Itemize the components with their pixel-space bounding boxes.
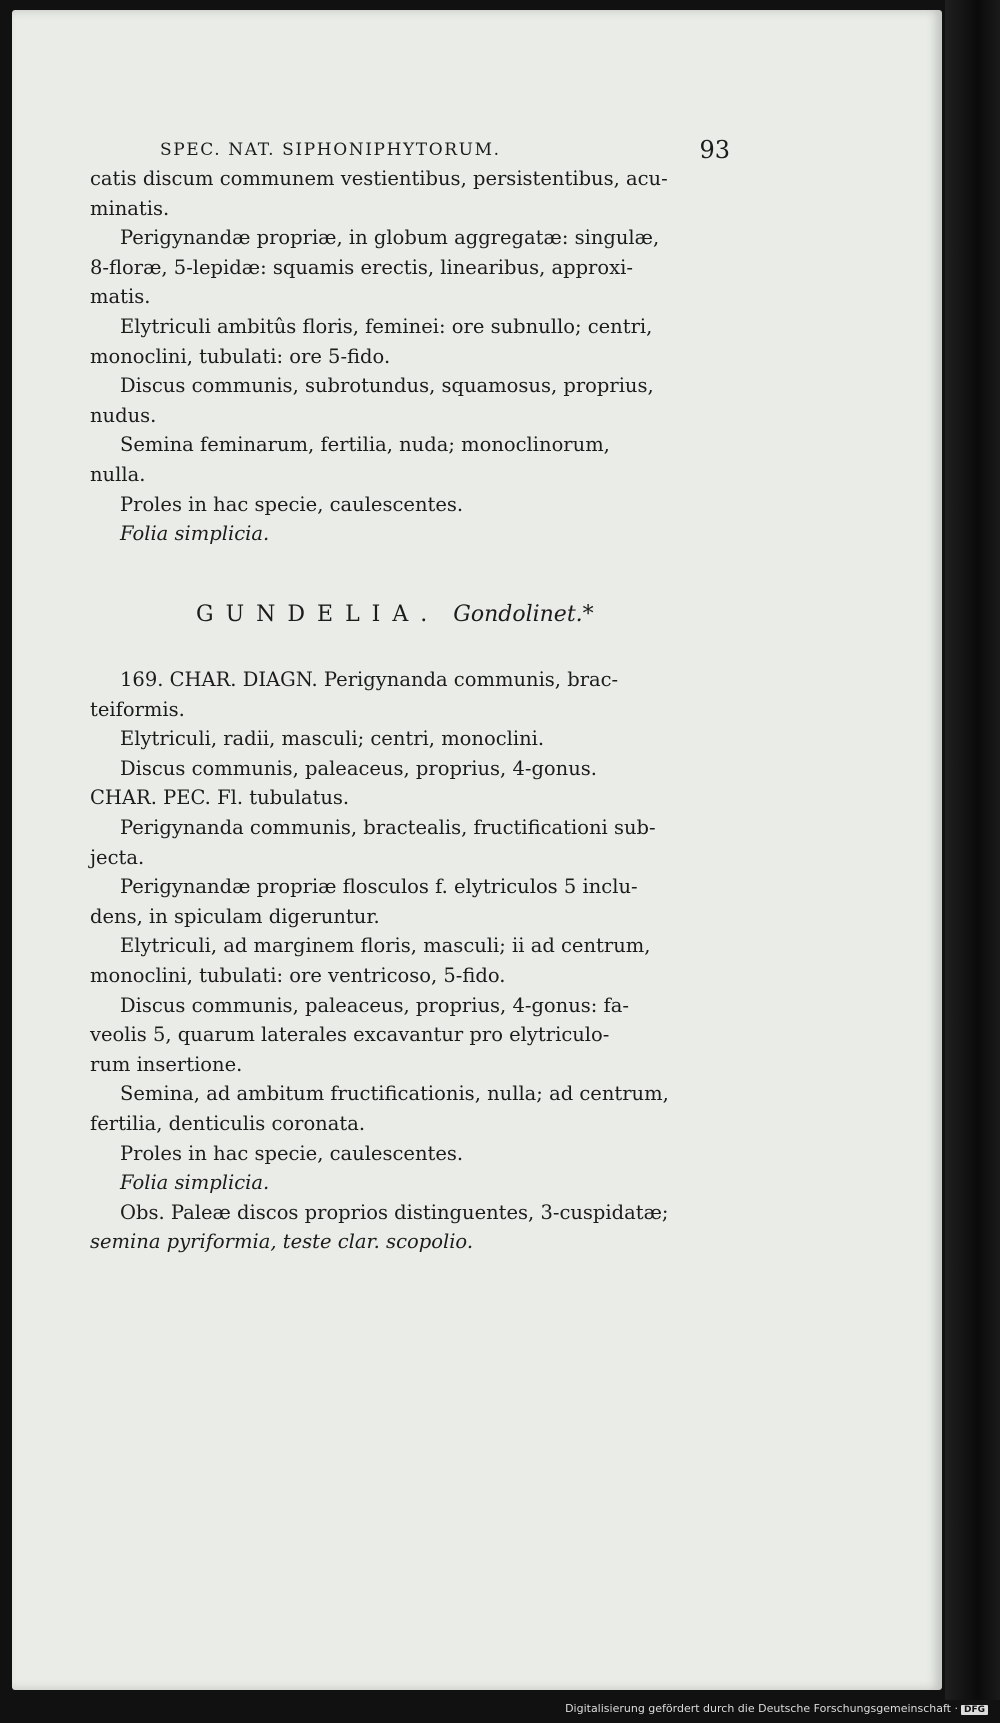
text-line: Discus communis, paleaceus, proprius, 4-gonus: fa- bbox=[120, 993, 629, 1017]
page-number: 93 bbox=[699, 136, 730, 164]
text-line: Proles in hac specie, caulescentes. bbox=[120, 1141, 464, 1165]
text-line: veolis 5, quarum laterales excavantur pro elytriculo- bbox=[90, 1023, 610, 1047]
text-line: Perigynandæ propriæ flosculos f. elytriculos 5 inclu- bbox=[120, 875, 638, 899]
credit-text: Digitalisierung gefördert durch die Deutsche Forschungsgemeinschaft · bbox=[565, 1702, 958, 1715]
text-block-upper bbox=[90, 164, 735, 549]
book-spine bbox=[945, 0, 1000, 1700]
text-line: Elytriculi, ad marginem floris, masculi; ii ad centrum, bbox=[120, 934, 651, 958]
text-line: CHAR. PEC. Fl. tubulatus. bbox=[90, 786, 350, 810]
text-line: minatis. bbox=[90, 196, 170, 220]
digitization-credit bbox=[565, 1702, 988, 1715]
text-line: dens, in spiculam digeruntur. bbox=[90, 904, 380, 928]
text-line: nulla. bbox=[90, 462, 146, 486]
text-line: Semina feminarum, fertilia, nuda; monoclinorum, bbox=[120, 433, 610, 457]
text-line: 8-floræ, 5-lepidæ: squamis erectis, linearibus, approxi- bbox=[90, 255, 633, 279]
text-line: rum insertione. bbox=[90, 1052, 243, 1076]
text-line: Perigynandæ propriæ, in globum aggregatæ: singulæ, bbox=[120, 226, 660, 250]
text-line: nudus. bbox=[90, 403, 157, 427]
text-line: monoclini, tubulati: ore ventricoso, 5-fido. bbox=[90, 963, 506, 987]
text-line: catis discum communem vestientibus, persistentibus, acu- bbox=[90, 167, 668, 190]
text-line: jecta. bbox=[90, 845, 145, 869]
text-line: Semina, ad ambitum fructificationis, nulla; ad centrum, bbox=[120, 1082, 669, 1106]
text-line: 169. CHAR. DIAGN. Perigynanda communis, brac- bbox=[120, 668, 619, 691]
text-line: Folia simplicia. bbox=[120, 1171, 270, 1195]
dfg-logo: DFG bbox=[961, 1705, 988, 1715]
genus-vernacular: Gondolinet.* bbox=[453, 602, 594, 627]
running-header bbox=[160, 136, 730, 164]
running-title: SPEC. NAT. SIPHONIPHYTORUM. bbox=[160, 140, 501, 160]
text-line: Proles in hac specie, caulescentes. bbox=[120, 492, 464, 516]
text-line: Elytriculi ambitûs floris, feminei: ore subnullo; centri, bbox=[120, 314, 653, 338]
text-line: Elytriculi, radii, masculi; centri, monoclini. bbox=[120, 727, 545, 751]
section-heading bbox=[196, 602, 594, 627]
text-line: Folia simplicia. bbox=[120, 522, 270, 546]
text-line: Obs. Paleæ discos proprios distinguentes, 3-cuspidatæ; bbox=[120, 1200, 669, 1224]
genus-title: GUNDELIA. bbox=[196, 602, 440, 627]
text-line: Perigynanda communis, bractealis, fructificationi sub- bbox=[120, 815, 656, 839]
text-line: semina pyriformia, teste clar. scopolio. bbox=[90, 1230, 474, 1254]
text-block-lower bbox=[90, 665, 735, 1257]
text-line: Discus communis, subrotundus, squamosus, proprius, bbox=[120, 374, 654, 398]
text-line: matis. bbox=[90, 285, 151, 309]
text-line: monoclini, tubulati: ore 5-fido. bbox=[90, 344, 391, 368]
text-line: fertilia, denticulis coronata. bbox=[90, 1111, 366, 1135]
text-line: teiformis. bbox=[90, 697, 185, 721]
text-line: Discus communis, paleaceus, proprius, 4-gonus. bbox=[120, 756, 597, 780]
